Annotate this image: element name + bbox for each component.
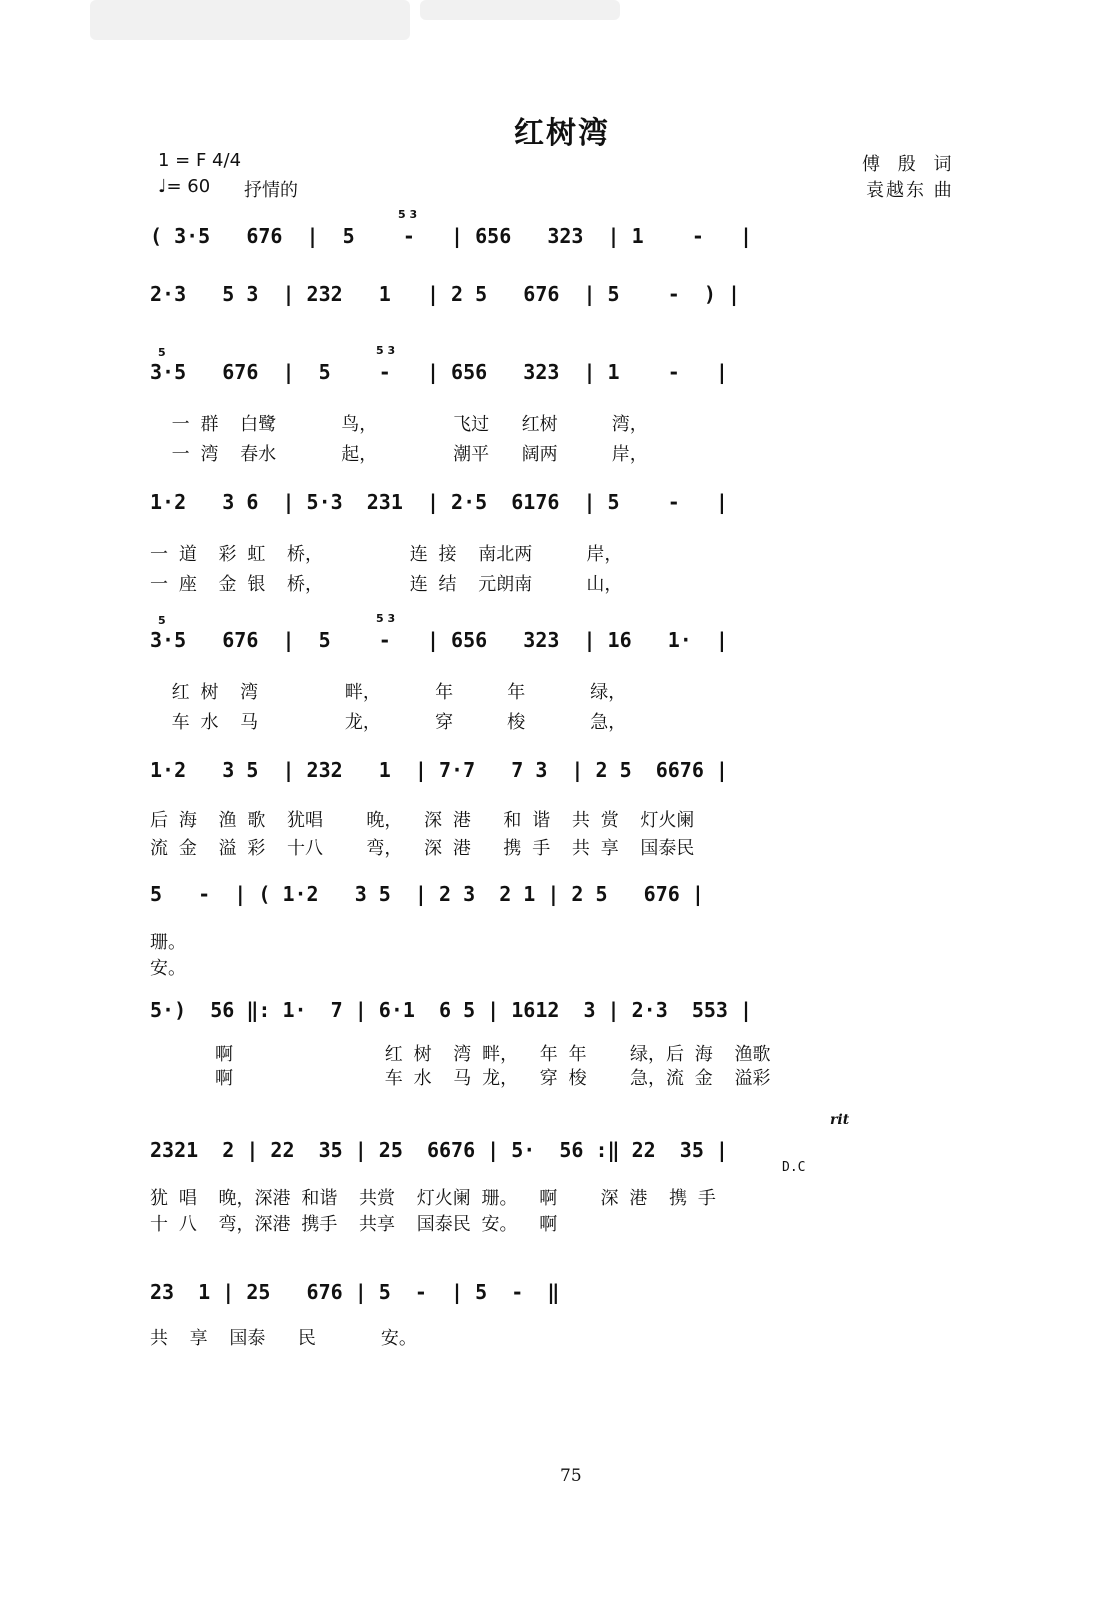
lyrics-verse-2: 一 座 金 银 桥， 连 结 元朗南 山， [150,574,623,595]
notation-line: ( 3·5 676 | 5 - | 656 323 | 1 - | [150,224,753,248]
notation-line: 5·) 56 ‖: 1· 7 | 6·1 6 5 | 1612 3 | 2·3 553 | [150,998,753,1022]
composer-credit: 袁越东 曲 [866,180,954,201]
lyrics-verse-1: 共 享 国泰 民 安。 [150,1328,417,1349]
music-system [0,1112,1119,1235]
notation-line: 1·2 3 5 | 232 1 | 7·7 7 3 | 2 5 6676 | [150,758,728,782]
grace-note: 5 [158,346,166,359]
lyrics-verse-1: 红 树 湾 畔， 年 年 绿， [150,682,627,703]
music-system [0,1276,1119,1376]
lyrics-verse-2: 流 金 溢 彩 十八 弯， 深 港 携 手 共 享 国泰民 [150,838,695,859]
grace-note: 5 [158,614,166,627]
grace-note: 5 3 [376,344,396,357]
notation-line: 5 - | ( 1·2 3 5 | 2 3 2 1 | 2 5 676 | [150,882,704,906]
music-system [0,486,1119,595]
lyrics-verse-1: 一 道 彩 虹 桥， 连 接 南北两 岸， [150,544,623,565]
key-signature: 1 = F 4/4 [158,150,242,171]
lyrics-verse-2: 啊 车 水 马 龙， 穿 梭 急，流 金 溢彩 [150,1068,771,1089]
ritardando-marking: rit [830,1112,850,1128]
notation-line: 3·5 676 | 5 - | 656 323 | 1 - | [150,360,728,384]
scan-smudge [420,0,620,20]
music-system [0,754,1119,859]
music-system [0,878,1119,978]
lyricist-credit: 傅 殷 词 [862,154,958,175]
notation-line: 2321 2 | 22 35 | 25 6676 | 5· 56 :‖ 22 35 | [150,1138,728,1162]
lyrics-verse-2: 安。 [150,958,186,979]
tempo-marking: ♩= 60 [158,176,211,197]
music-system [0,994,1119,1094]
notation-line: 2·3 5 3 | 232 1 | 2 5 676 | 5 - ) | [150,282,741,306]
lyrics-verse-1: 啊 红 树 湾 畔， 年 年 绿，后 海 渔歌 [150,1044,771,1065]
song-title: 红树湾 [514,116,610,151]
music-system [0,344,1119,465]
expression-marking: 抒情的 [244,180,298,201]
lyrics-verse-1: 犹 唱 晚，深港 和谐 共赏 灯火阑 珊。 啊 深 港 携 手 [150,1188,716,1209]
notation-line: 23 1 | 25 676 | 5 - | 5 - ‖ [150,1280,560,1304]
grace-note: 5 3 [376,612,396,625]
page-number: 75 [560,1466,582,1486]
lyrics-verse-1: 后 海 渔 歌 犹唱 晚， 深 港 和 谐 共 赏 灯火阑 [150,810,695,831]
notation-line: 1·2 3 6 | 5·3 231 | 2·5 6176 | 5 - | [150,490,728,514]
lyrics-verse-1: 一 群 白鹭 鸟， 飞过 红树 湾， [150,414,648,435]
scan-smudge [90,0,410,40]
notation-line: 3·5 676 | 5 - | 656 323 | 16 1· | [150,628,728,652]
lyrics-verse-2: 一 湾 春水 起， 潮平 阔两 岸， [150,444,648,465]
lyrics-verse-2: 车 水 马 龙， 穿 梭 急， [150,712,627,733]
music-system [0,612,1119,733]
lyrics-verse-2: 十 八 弯，深港 携手 共享 国泰民 安。 啊 [150,1214,558,1235]
grace-note: 5 3 [398,208,418,221]
da-capo-marking: D.C [782,1160,806,1175]
lyrics-verse-1: 珊。 [150,932,186,953]
